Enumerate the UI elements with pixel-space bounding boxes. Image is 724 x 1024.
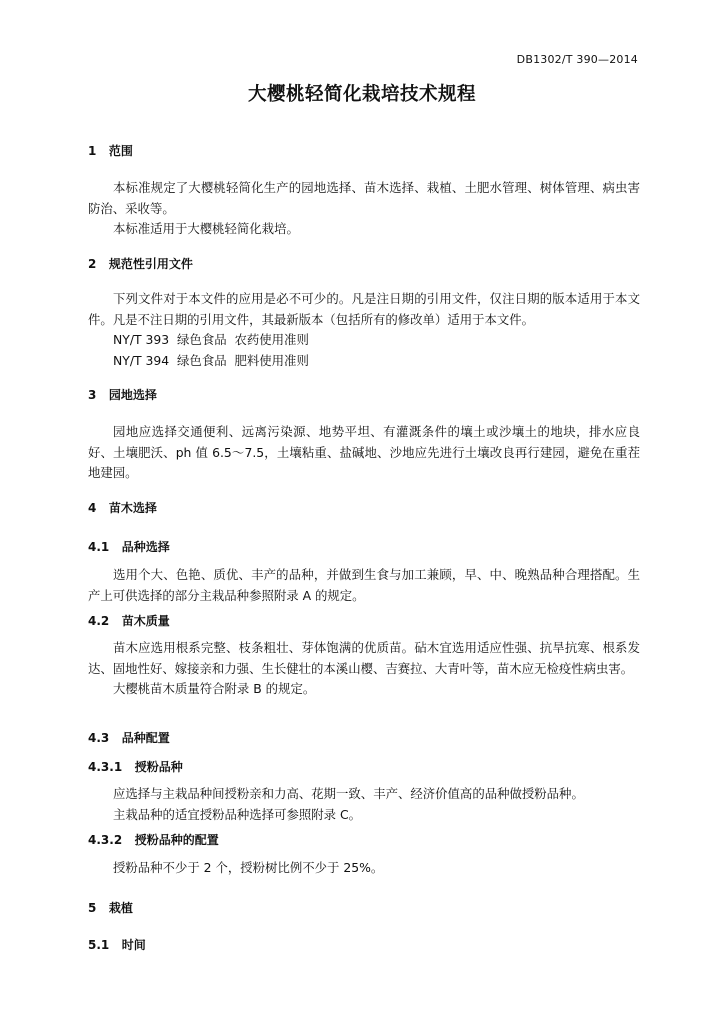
section-5-heading: 5 栽植: [88, 901, 133, 915]
section-1-body: [88, 178, 640, 240]
section-4-heading: 4 苗木选择: [88, 501, 157, 515]
section-4-3-2-body: [88, 858, 640, 879]
document-title: 大樱桃轻简化栽培技术规程: [247, 84, 476, 105]
paragraph: 选用个大、色艳、质优、丰产的品种，并做到生食与加工兼顾，早、中、晚熟品种合理搭配。生产上可供选择的部分主栽品种参照附录 A 的规定。: [88, 567, 640, 603]
paragraph: 大樱桃苗木质量符合附录 B 的规定。: [113, 681, 316, 696]
paragraph: 苗木应选用根系完整、枝条粗壮、芽体饱满的优质苗。砧木宜选用适应性强、抗旱抗寒、根系发达、固地性好、嫁接亲和力强、生长健壮的本溪山樱、吉赛拉、大青叶等，苗木应无检疫性病虫害。: [88, 640, 640, 676]
section-4-1-heading: 4.1 品种选择: [88, 540, 170, 554]
normative-reference: NY/T 393 绿色食品 农药使用准则: [113, 332, 309, 347]
section-1-heading: 1 范围: [88, 144, 133, 158]
section-3-body: [88, 422, 640, 484]
section-4-3-heading: 4.3 品种配置: [88, 731, 170, 745]
section-4-3-1-heading: 4.3.1 授粉品种: [88, 760, 183, 774]
section-4-2-heading: 4.2 苗木质量: [88, 614, 170, 628]
section-4-1-body: [88, 565, 640, 606]
section-4-3-1-body: [88, 784, 640, 825]
section-2-body: [88, 289, 640, 371]
section-3-heading: 3 园地选择: [88, 388, 157, 402]
paragraph: 授粉品种不少于 2 个，授粉树比例不少于 25%。: [113, 860, 384, 875]
normative-reference: NY/T 394 绿色食品 肥料使用准则: [113, 352, 309, 368]
section-5-1-heading: 5.1 时间: [88, 938, 146, 952]
paragraph: 本标准规定了大樱桃轻简化生产的园地选择、苗木选择、栽植、土肥水管理、树体管理、病虫害防治、采收等。: [88, 180, 640, 216]
section-4-2-body: [88, 638, 640, 700]
section-2-heading: 2 规范性引用文件: [88, 257, 193, 271]
paragraph: 应选择与主栽品种间授粉亲和力高、花期一致、丰产、经济价值高的品种做授粉品种。: [113, 786, 584, 801]
paragraph: 主栽品种的适宜授粉品种选择可参照附录 C。: [113, 806, 362, 822]
paragraph: 本标准适用于大樱桃轻简化栽培。: [113, 221, 299, 236]
paragraph: 园地应选择交通便利、远离污染源、地势平坦、有灌溉条件的壤土或沙壤土的地块，排水应良好、土壤肥沃、ph 值 6.5～7.5，土壤粘重、盐碱地、沙地应先进行土壤改良再行建园，避免在重茬地建园。: [88, 424, 640, 480]
paragraph: 下列文件对于本文件的应用是必不可少的。凡是注日期的引用文件，仅注日期的版本适用于本文件。凡是不注日期的引用文件，其最新版本（包括所有的修改单）适用于本文件。: [88, 291, 640, 327]
section-4-3-2-heading: 4.3.2 授粉品种的配置: [88, 833, 219, 847]
document-code: DB1302/T 390—2014: [516, 53, 638, 66]
